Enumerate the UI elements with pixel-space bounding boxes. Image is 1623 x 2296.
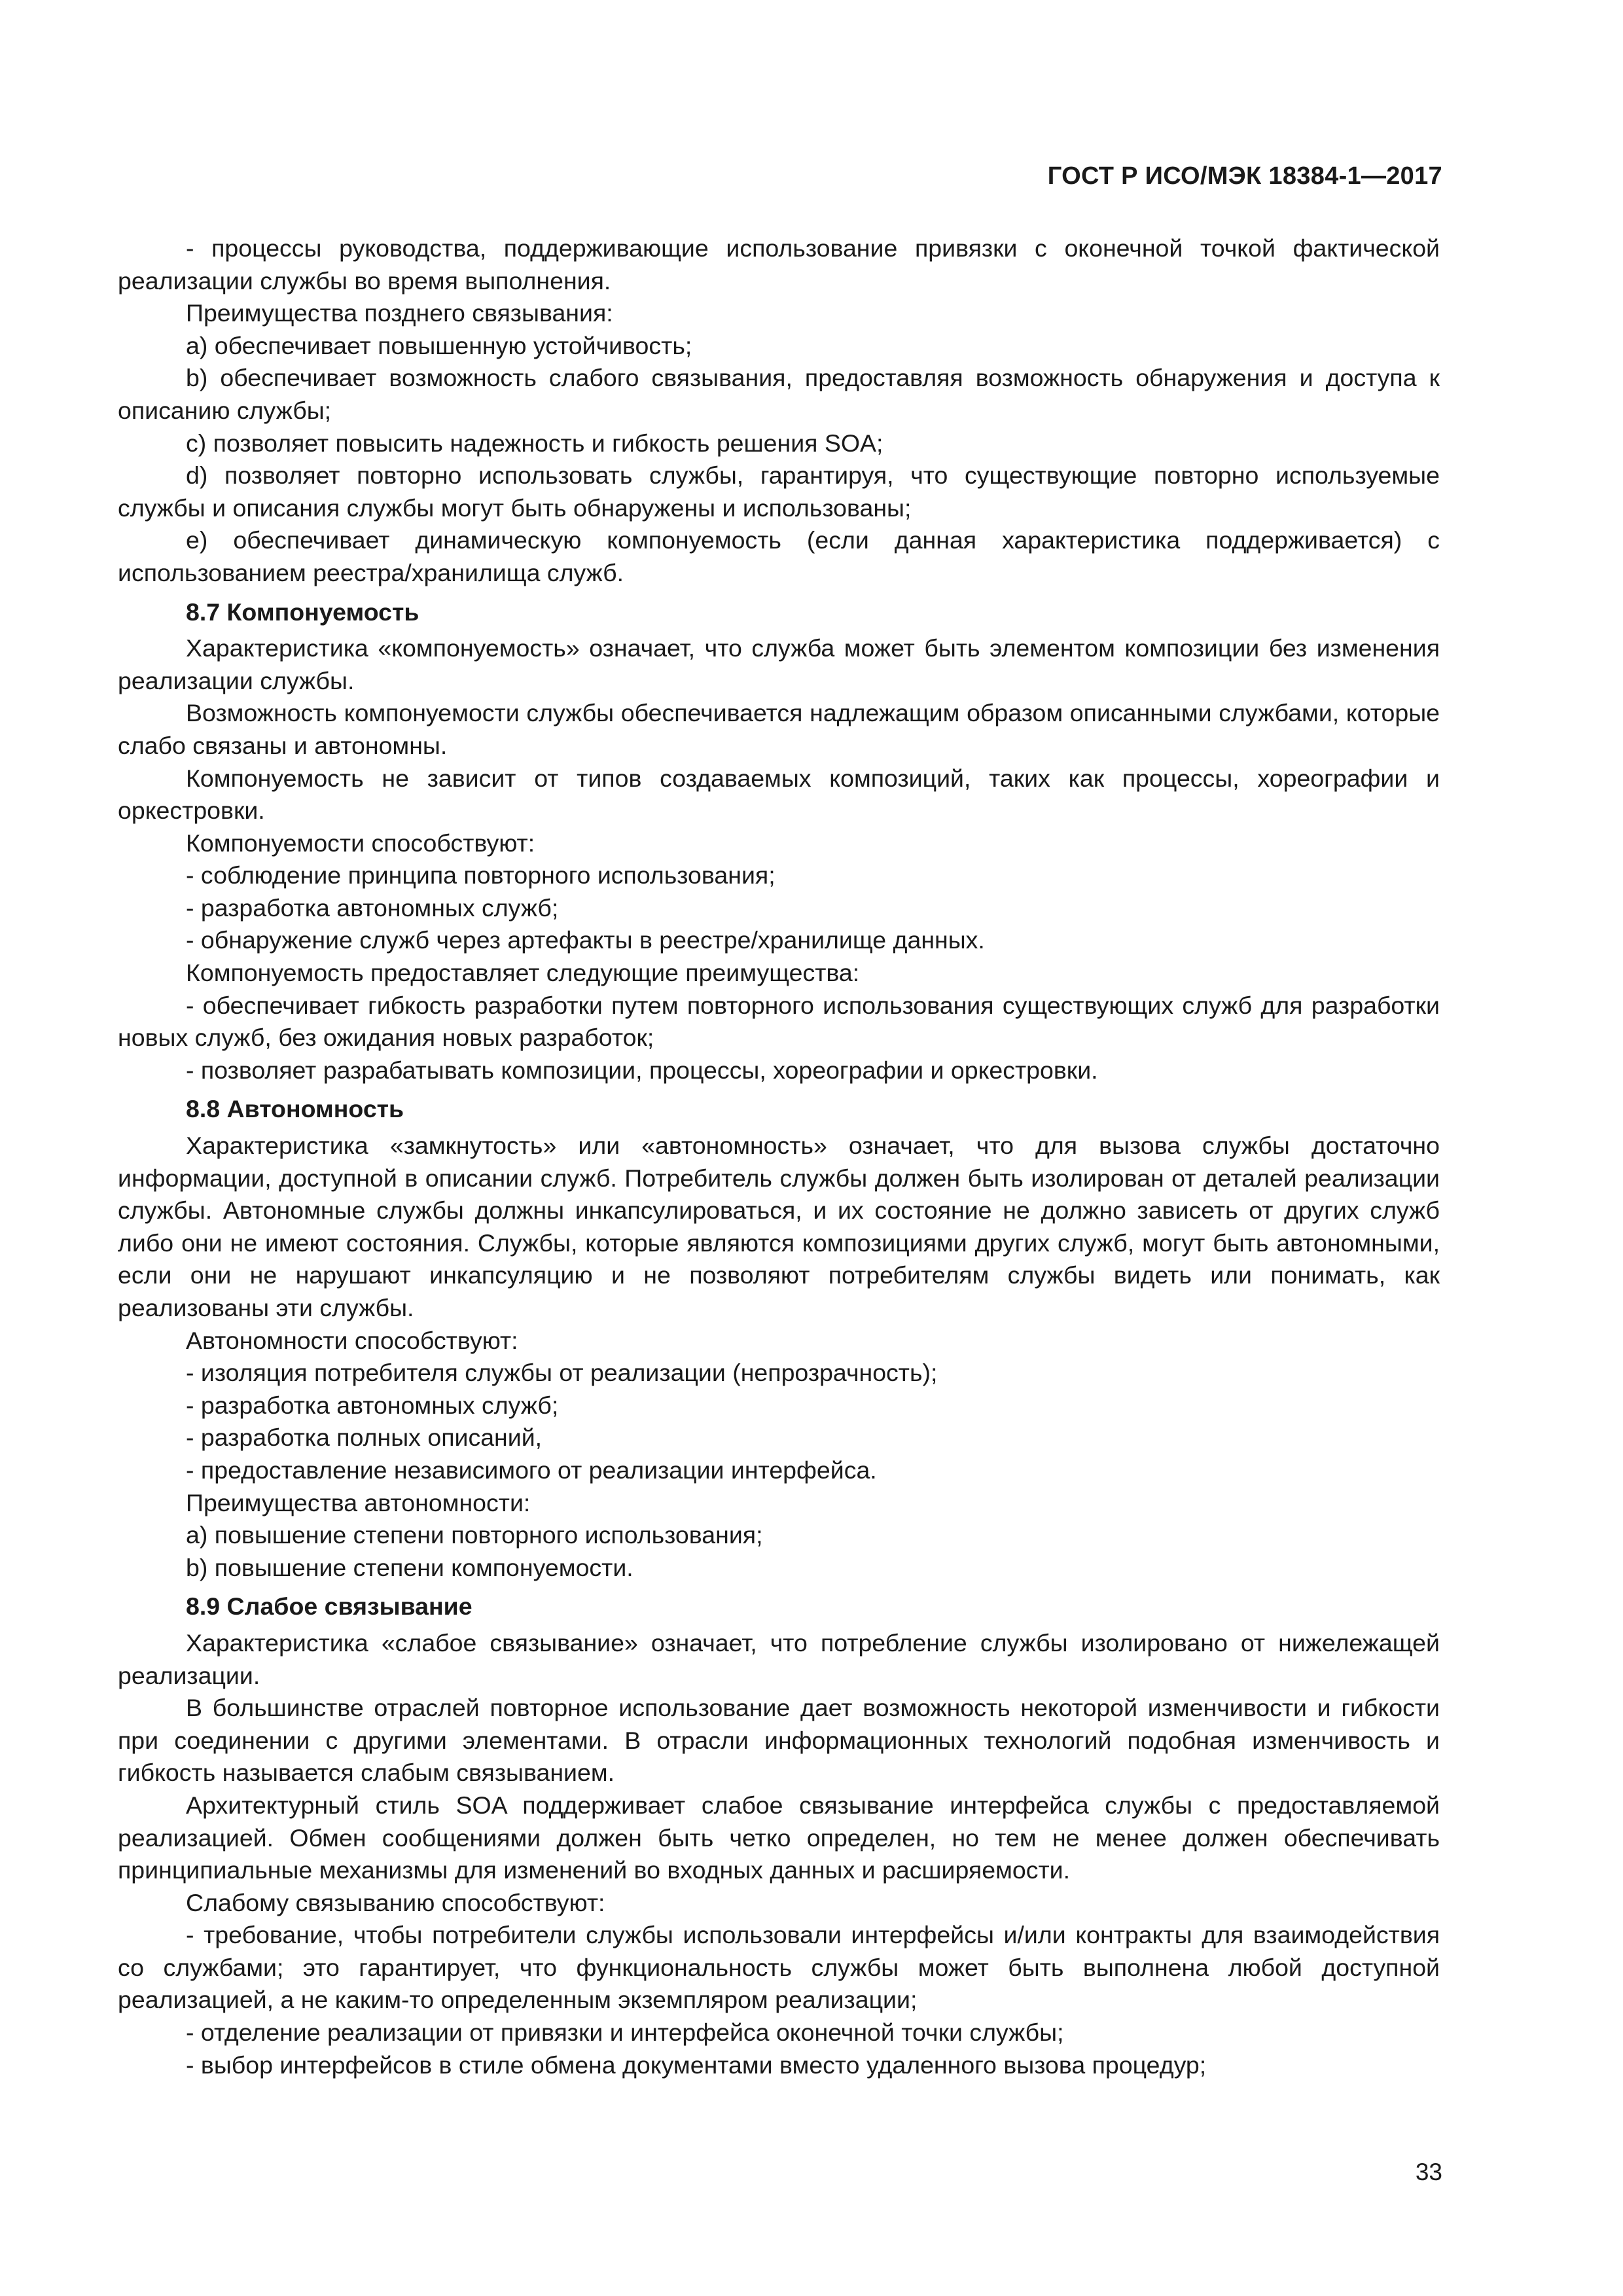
body-paragraph: - предоставление независимого от реализации интерфейса. [186,1456,877,1484]
body-paragraph: Компонуемость не зависит от типов создаваемых композиций, таких как процессы, хореографии и оркестровки. [118,764,1440,825]
body-paragraph: Характеристика «компонуемость» означает, что служба может быть элементом композиции без изменения реализации службы. [118,634,1440,694]
body-paragraph: Преимущества позднего связывания: [186,299,613,327]
body-paragraph: - обеспечивает гибкость разработки путем повторного использования существующих служб для разработки новых служб, без ожидания новых разработок; [118,991,1440,1052]
body-paragraph: Преимущества автономности: [186,1488,531,1516]
body-paragraph: e) обеспечивает динамическую компонуемость (если данная характеристика поддерживается) с использованием реестра/хранилища служб. [118,526,1440,586]
body-paragraph: Автономности способствуют: [186,1326,518,1354]
body-paragraph: Компонуемости способствуют: [186,829,535,857]
body-paragraph: - выбор интерфейсов в стиле обмена документами вместо удаленного вызова процедур; [186,2051,1207,2079]
section-heading: 8.8 Автономность [186,1095,404,1123]
body-paragraph: Компонуемость предоставляет следующие преимущества: [186,959,860,987]
body-paragraph: Возможность компонуемости службы обеспечивается надлежащим образом описанными службами, которые слабо связаны и автономны. [118,699,1440,759]
body-paragraph: - позволяет разрабатывать композиции, процессы, хореографии и оркестровки. [186,1056,1098,1084]
body-paragraph: d) позволяет повторно использовать службы, гарантируя, что существующие повторно используемые службы и описания службы могут быть обнаружены и использованы; [118,461,1440,522]
body-paragraph: - разработка автономных служб; [186,1391,559,1419]
body-paragraph: - изоляция потребителя службы от реализации (непрозрачность); [186,1359,938,1387]
body-paragraph: - соблюдение принципа повторного использования; [186,861,776,889]
page-number: 33 [1415,2159,1442,2185]
document-body [118,232,1440,2081]
body-paragraph: c) позволяет повысить надежность и гибкость решения SOA; [186,429,883,457]
section-heading: 8.9 Слабое связывание [186,1592,473,1621]
document-code-header: ГОСТ Р ИСО/МЭК 18384-1—2017 [1047,162,1442,190]
body-paragraph: Слабому связыванию способствуют: [186,1888,605,1916]
body-paragraph: a) повышение степени повторного использования; [186,1521,763,1549]
body-paragraph: Характеристика «замкнутость» или «автономность» означает, что для вызова службы достаточно информации, доступной в описании служб. Потребитель службы должен быть изолирован от деталей реализации службы. Автономные службы должны инкапсулироваться, и их состояние не должно зависеть от других служб либо они не имеют состояния. Службы, которые являются композициями других служб, могут быть автономными, если они не нарушают инкапсуляцию и не позволяют потребителям службы видеть или понимать, как реализованы эти службы. [118,1132,1440,1321]
body-paragraph: - обнаружение служб через артефакты в реестре/хранилище данных. [186,926,985,954]
body-paragraph: b) повышение степени компонуемости. [186,1553,633,1581]
body-paragraph: b) обеспечивает возможность слабого связывания, предоставляя возможность обнаружения и доступа к описанию службы; [118,364,1440,424]
body-paragraph: - разработка автономных служб; [186,893,559,922]
section-heading: 8.7 Компонуемость [186,598,419,626]
body-paragraph: a) обеспечивает повышенную устойчивость; [186,331,692,359]
body-paragraph: Характеристика «слабое связывание» означает, что потребление службы изолировано от нижележащей реализации. [118,1628,1440,1689]
body-paragraph: - требование, чтобы потребители службы использовали интерфейсы и/или контракты для взаимодействия со службами; это гарантирует, что функциональность службы может быть выполнена любой доступной реализацией, а не каким-то определенным экземпляром реализации; [118,1921,1440,2014]
body-paragraph: - разработка полных описаний, [186,1424,543,1452]
body-paragraph: - отделение реализации от привязки и интерфейса оконечной точки службы; [186,2018,1064,2047]
body-paragraph: - процессы руководства, поддерживающие использование привязки с оконечной точкой фактической реализации службы во время выполнения. [118,234,1440,295]
body-paragraph: Архитектурный стиль SOA поддерживает слабое связывание интерфейса службы с предоставляемой реализацией. Обмен сообщениями должен быть четко определен, но тем не менее должен обеспечивать принципиальные механизмы для изменений во входных данных и расширяемости. [118,1791,1440,1884]
body-paragraph: В большинстве отраслей повторное использование дает возможность некоторой изменчивости и гибкости при соединении с другими элементами. В отрасли информационных технологий подобная изменчивость и гибкость называется слабым связыванием. [118,1694,1440,1787]
